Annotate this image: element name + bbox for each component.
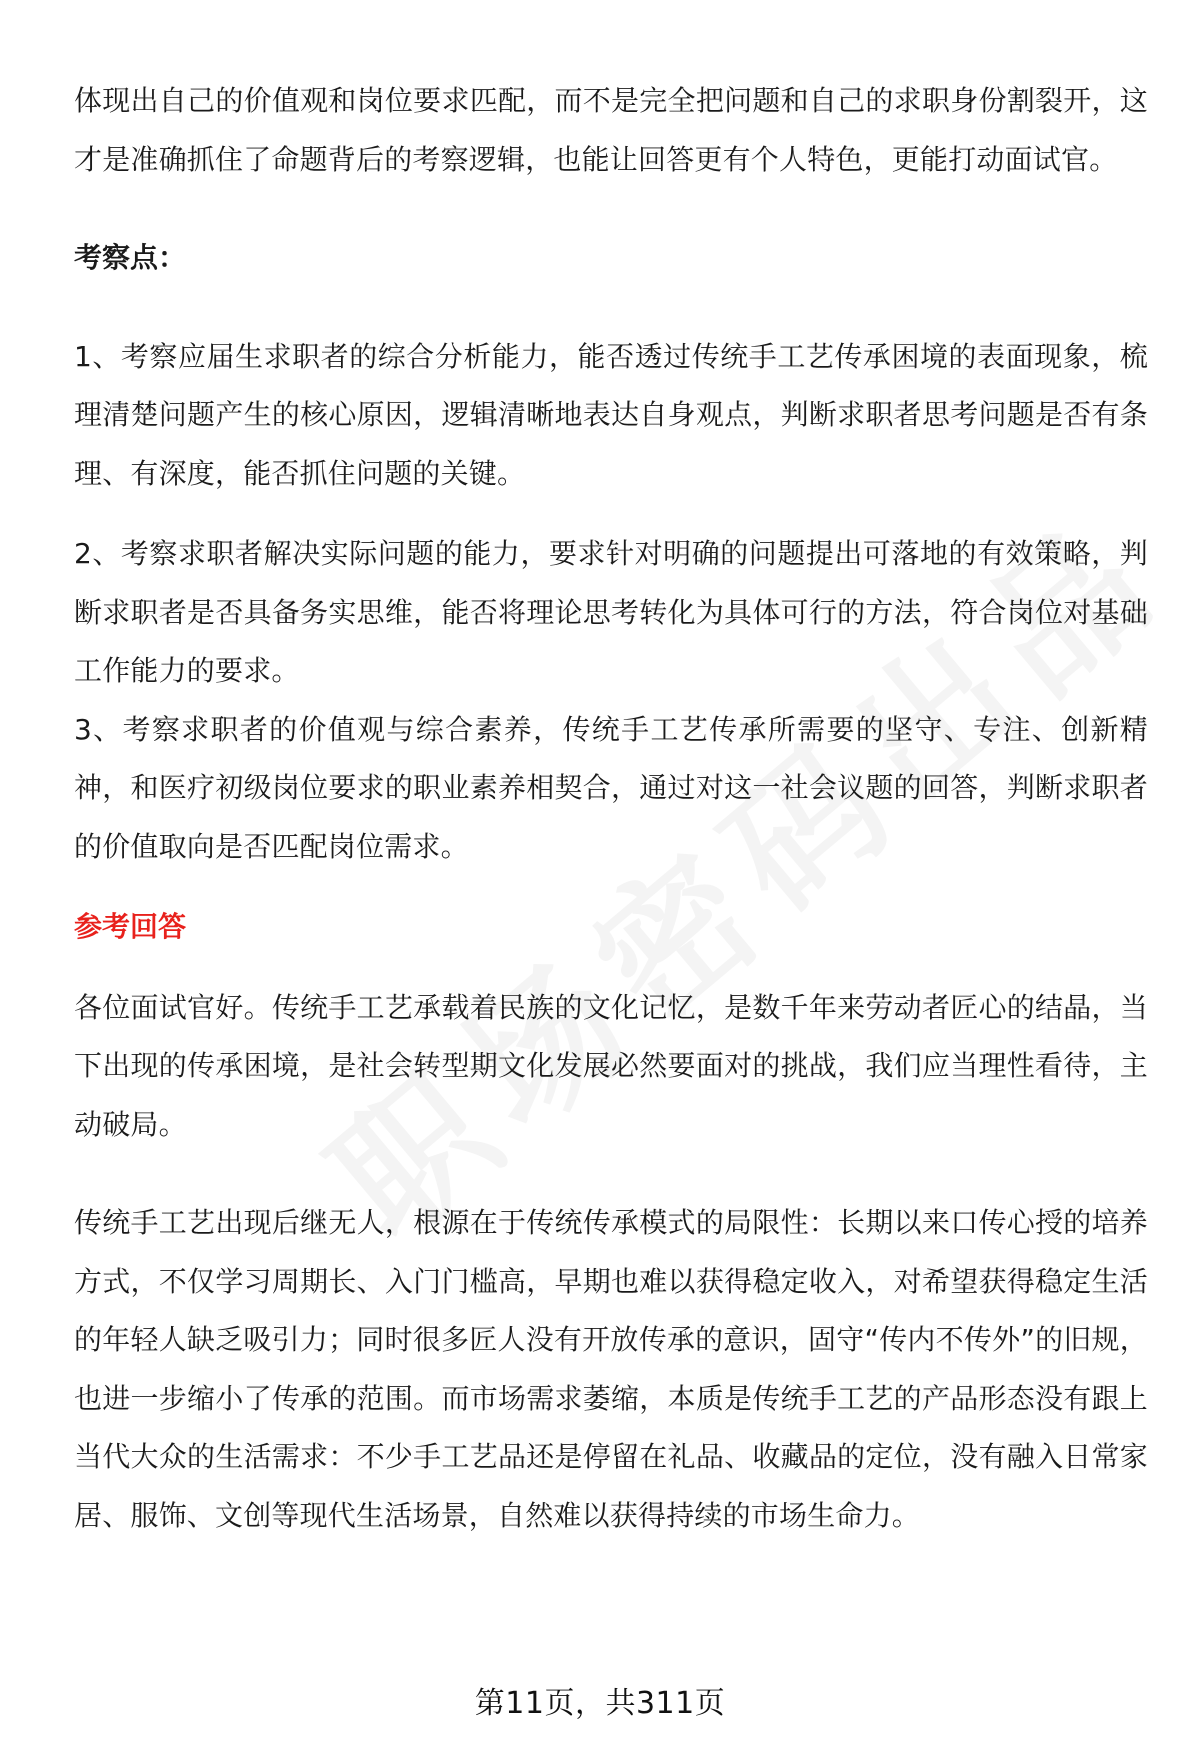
exam-points-heading: 考察点： xyxy=(74,241,187,274)
exam-point-item: 3、考察求职者的价值观与综合素养，传统手工艺传承所需要的坚守、专注、创新精神，和医疗初级岗位要求的职业素养相契合，通过对这一社会议题的回答，判断求职者的价值取向是否匹配岗位需求。 xyxy=(74,712,1148,863)
answer-paragraph: 传统手工艺出现后继无人，根源在于传统传承模式的局限性：长期以来口传心授的培养方式，不仅学习周期长、入门门槛高，早期也难以获得稳定收入，对希望获得稳定生活的年轻人缺乏吸引力；同时很多匠人没有开放传承的意识，固守“传内不传外”的旧规，也进一步缩小了传承的范围。而市场需求萎缩，本质是传统手工艺的产品形态没有跟上当代大众的生活需求：不少手工艺品还是停留在礼品、收藏品的定位，没有融入日常家居、服饰、文创等现代生活场景，自然难以获得持续的市场生命力。 xyxy=(74,1206,1148,1532)
exam-point-item: 1、考察应届生求职者的综合分析能力，能否透过传统手工艺传承困境的表面现象，梳理清楚问题产生的核心原因，逻辑清晰地表达自身观点，判断求职者思考问题是否有条理、有深度，能否抓住问题的关键。 xyxy=(74,339,1148,490)
answer-paragraph: 各位面试官好。传统手工艺承载着民族的文化记忆，是数千年来劳动者匠心的结晶，当下出现的传承困境，是社会转型期文化发展必然要面对的挑战，我们应当理性看待，主动破局。 xyxy=(74,990,1148,1141)
intro-paragraph: 体现出自己的价值观和岗位要求匹配，而不是完全把问题和自己的求职身份割裂开，这才是准确抓住了命题背后的考察逻辑，也能让回答更有个人特色，更能打动面试官。 xyxy=(74,84,1148,176)
reference-answer-heading: 参考回答 xyxy=(74,910,187,943)
page-number-footer: 第11页，共311页 xyxy=(474,1686,726,1721)
exam-point-item: 2、考察求职者解决实际问题的能力，要求针对明确的问题提出可落地的有效策略，判断求职者是否具备务实思维，能否将理论思考转化为具体可行的方法，符合岗位对基础工作能力的要求。 xyxy=(74,537,1148,687)
document-page xyxy=(74,72,1148,1545)
